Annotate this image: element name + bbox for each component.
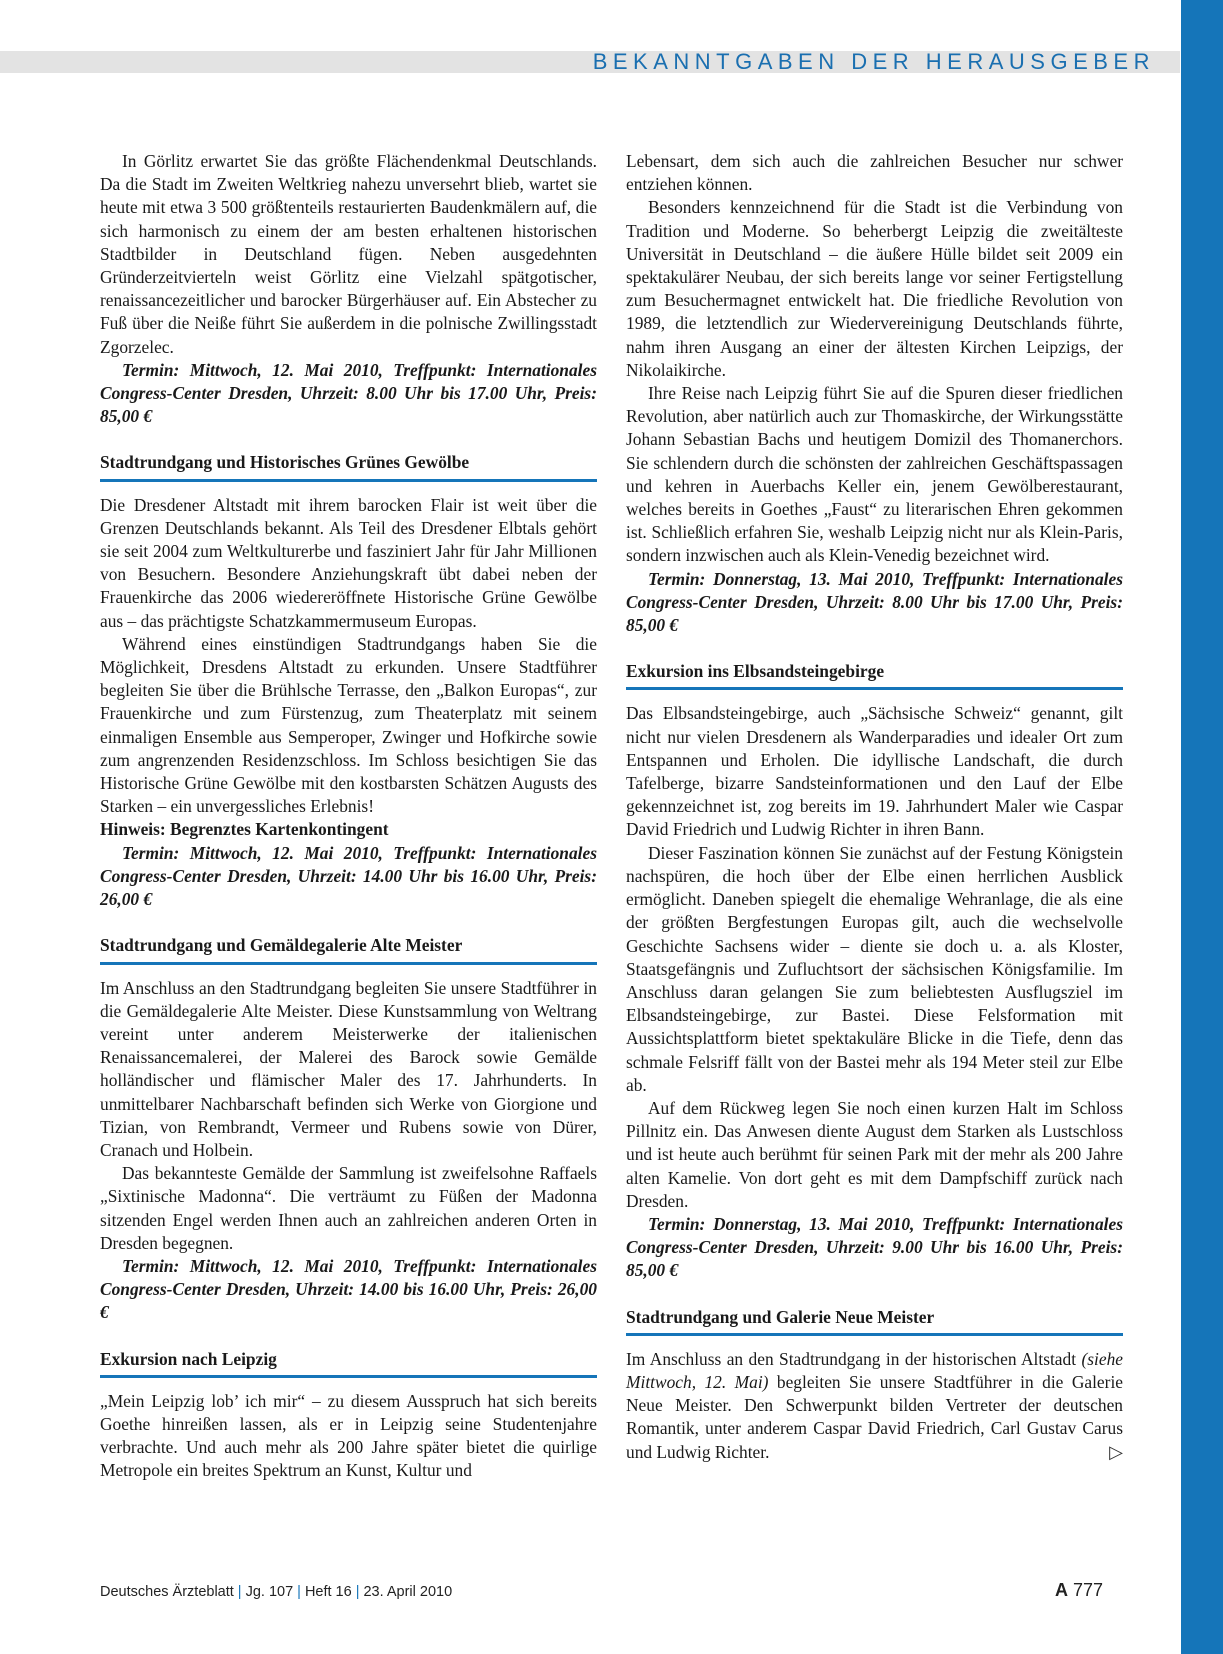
continue-arrow-icon: ▷	[1109, 1441, 1123, 1462]
alte-meister-paragraph-2: Das bekannteste Gemälde der Sammlung ist zweifelsohne Raffaels „Sixtinische Madonna“. Die verträumt zu Füßen der Madonna sitzenden Engel werden Ihnen auch an zahlreichen anderen Orten in Dresden begegnen.	[100, 1163, 597, 1253]
gruenes-gewoelbe-paragraph-2: Während eines einstündigen Stadtrundgangs haben Sie die Möglichkeit, Dresdens Altstadt zu erkunden. Unsere Stadtführer begleiten Sie über die Brühlsche Terrasse, den „Balkon Europas“, zur Frauenkirche und zum Fürstenzug, zum Theaterplatz mit seinem einmaligen Ensemble aus Semperoper, Zwinger und Hofkirche sowie zum angrenzenden Residenzschloss. Im Schloss besichtigen Sie das Historische Grüne Gewölbe mit den kostbarsten Schätzen Augusts des Starken – ein unvergessliches Erlebnis!	[100, 633, 597, 817]
goerlitz-paragraph: In Görlitz erwartet Sie das größte Flächendenkmal Deutschlands. Da die Stadt im Zweiten Weltkrieg nahezu unversehrt blieb, wartet sie heute mit etwa 3 500 größtenteils restaurierten Baudenkmälern auf, die sich harmonisch zu einem der am besten erhaltenen historischen Stadtbilder in Deutschland fügen. Neben ausgedehnten Gründerzeitvierteln weist Görlitz eine Vielzahl spätgotischer, renaissancezeitlicher und barocker Bürgerhäuser auf. Ein Abstecher zu Fuß über die Neiße führt Sie außerdem in die polnische Zwillingsstadt Zgorzelec.	[100, 151, 597, 357]
neue-meister-text-a: Im Anschluss an den Stadtrundgang in der historischen Altstadt	[626, 1348, 1082, 1369]
neue-meister-paragraph	[626, 1348, 1123, 1464]
alte-meister-termin: Termin: Mittwoch, 12. Mai 2010, Treffpunkt: Internationales Congress-Center Dresden, Uhrzeit: 14.00 bis 16.00 Uhr, Preis: 26,00 €	[100, 1255, 597, 1323]
page-number-value: 777	[1073, 1580, 1104, 1600]
footer-citation: Deutsches Ärzteblatt | Jg. 107 | Heft 16 | 23. April 2010	[100, 1584, 453, 1600]
section-heading-alte-meister: Stadtrundgang und Gemäldegalerie Alte Meister	[100, 934, 597, 964]
section-heading-neue-meister: Stadtrundgang und Galerie Neue Meister	[626, 1306, 1123, 1336]
elbsandstein-paragraph-2: Dieser Faszination können Sie zunächst auf der Festung Königstein nachspüren, die hoch über der Elbe einen herrlichen Ausblick ermöglicht. Daneben spiegelt die ehemalige Wehranlage, die als eine der größten Bergfestungen Europas gilt, auch die wechselvolle Geschichte Sachsens wider – diente sie doch u. a. als Kloster, Staatsgefängnis und Zufluchtsort der sächsischen Königsfamilie. Im Anschluss daran gelangen Sie zum beliebtesten Ausflugsziel im Elbsandsteingebirge, zur Bastei. Diese Felsformation mit Aussichtsplattform bietet spektakuläre Blicke in die Tiefe, denn das schmale Felsriff fällt von der Bastei mehr als 194 Meter steil zur Elbe ab.	[626, 842, 1123, 1095]
neue-meister-text-italic: (siehe Mittwoch, 12. Mai)	[626, 1348, 1123, 1392]
gruenes-gewoelbe-paragraph-1: Die Dresdener Altstadt mit ihrem barocken Flair ist weit über die Grenzen Deutschlands bekannt. Als Teil des Dresdener Elbtals gehört sie seit 2004 zum Weltkulturerbe und fasziniert Jahr für Jahr Millionen von Besuchern. Besondere Anziehungskraft übt dabei neben der Frauenkirche das 2006 wiedereröffnete Historische Grüne Gewölbe aus – das prächtigste Schatzkammermuseum Europas.	[100, 494, 597, 631]
left-column	[100, 150, 597, 1483]
leipzig-paragraph-3: Ihre Reise nach Leipzig führt Sie auf die Spuren dieser friedlichen Revolution, aber natürlich auch zur Thomaskirche, der Wirkungsstätte Johann Sebastian Bachs und heutigem Domizil des Thomanerchors. Sie schlendern durch die schönsten der zahlreichen Geschäftspassagen und kehren in Auerbachs Keller ein, jenem Gewölberestaurant, welches bereits in Goethes „Faust“ zu literarischen Ehren gekommen ist. Schließlich erfahren Sie, weshalb Leipzig nicht nur als Klein-Paris, sondern inzwischen auch als Klein-Venedig bezeichnet wird.	[626, 383, 1123, 566]
elbsandstein-paragraph-1: Das Elbsandsteingebirge, auch „Sächsische Schweiz“ genannt, gilt nicht nur vielen Dresdenern als Wanderparadies und idealer Ort zum Entspannen und Erholen. Die idyllische Landschaft, die durch Tafelberge, bizarre Sandsteinformationen und den Lauf der Elbe gekennzeichnet ist, zog bereits im 19. Jahrhundert Maler wie Caspar David Friedrich und Ludwig Richter in ihren Bann.	[626, 703, 1123, 840]
leipzig-paragraph-2: Besonders kennzeichnend für die Stadt ist die Verbindung von Tradition und Moderne. So beherbergt Leipzig die zweitälteste Universität in Deutschland – die äußere Hülle bildet seit 2009 ein spektakulärer Neubau, der sich bereits lange vor seiner Fertigstellung zum Besuchermagnet entwickelt hat. Die friedliche Revolution von 1989, die letztendlich zur Wiedervereinigung Deutschlands führte, nahm ihren Ausgang an einer der ältesten Kirchen Leipzigs, der Nikolaikirche.	[626, 197, 1123, 380]
gruenes-gewoelbe-termin: Termin: Mittwoch, 12. Mai 2010, Treffpunkt: Internationales Congress-Center Dresden, Uhrzeit: 14.00 Uhr bis 16.00 Uhr, Preis: 26,00 €	[100, 842, 597, 910]
alte-meister-paragraph-1: Im Anschluss an den Stadtrundgang begleiten Sie unsere Stadtführer in die Gemäldegalerie Alte Meister. Diese Kunstsammlung von Weltrang vereint unter anderem Meisterwerke der italienischen Renaissancemalerei, der Malerei des Barock sowie Gemälde holländischer und flämischer Maler des 17. Jahrhunderts. In unmittelbarer Nachbarschaft befinden sich Werke von Giorgione und Tizian, von Rembrandt, Vermeer und Rubens sowie von Dürer, Cranach und Holbein.	[100, 977, 597, 1160]
leipzig-paragraph-1-continued: Lebensart, dem sich auch die zahlreichen Besucher nur schwer entziehen können.	[626, 151, 1123, 195]
goerlitz-termin: Termin: Mittwoch, 12. Mai 2010, Treffpunkt: Internationales Congress-Center Dresden, Uhrzeit: 8.00 Uhr bis 17.00 Uhr, Preis: 85,00 €	[100, 359, 597, 427]
section-header-title: BEKANNTGABEN DER HERAUSGEBER	[592, 49, 1155, 74]
footer-issue: Heft 16	[304, 1584, 352, 1600]
section-heading-elbsandsteingebirge: Exkursion ins Elbsandsteingebirge	[626, 660, 1123, 690]
neue-meister-text-b: begleiten Sie unsere Stadtführer in die Galerie Neue Meister. Den Schwerpunkt bilden Vertreter der deutschen Romantik, unter anderem Caspar David Friedrich, Carl Gustav Carus und Ludwig Richter.	[626, 1371, 1123, 1462]
side-color-bar	[1181, 0, 1223, 1654]
footer-volume: Jg. 107	[245, 1584, 294, 1600]
page-prefix: A	[1055, 1580, 1068, 1600]
footer-date: 23. April 2010	[363, 1584, 453, 1600]
leipzig-paragraph-1: „Mein Leipzig lob’ ich mir“ – zu diesem Ausspruch hat sich bereits Goethe hinreißen lassen, als er in Leipzig seine Studentenjahre verbrachte. Und auch mehr als 200 Jahre später bietet die quirlige Metropole ein breites Spektrum an Kunst, Kultur und	[100, 1390, 597, 1481]
section-heading-leipzig: Exkursion nach Leipzig	[100, 1348, 597, 1378]
footer-journal: Deutsches Ärzteblatt	[100, 1584, 234, 1600]
leipzig-termin: Termin: Donnerstag, 13. Mai 2010, Treffpunkt: Internationales Congress-Center Dresden, Uhrzeit: 8.00 Uhr bis 17.00 Uhr, Preis: 85,00 €	[626, 568, 1123, 636]
elbsandstein-termin: Termin: Donnerstag, 13. Mai 2010, Treffpunkt: Internationales Congress-Center Dresden, Uhrzeit: 9.00 Uhr bis 16.00 Uhr, Preis: 85,00 €	[626, 1213, 1123, 1281]
elbsandstein-paragraph-3: Auf dem Rückweg legen Sie noch einen kurzen Halt im Schloss Pillnitz ein. Das Anwesen diente August dem Starken als Lustschloss und ist heute auch berühmt für seinen Park mit der mehr als 200 Jahre alten Kamelie. Von dort geht es mit dem Dampfschiff zurück nach Dresden.	[626, 1097, 1123, 1211]
gruenes-gewoelbe-hint: Hinweis: Begrenztes Kartenkontingent	[100, 819, 389, 840]
page-number	[1055, 1580, 1103, 1601]
right-column	[626, 150, 1123, 1464]
section-heading-gruenes-gewoelbe: Stadtrundgang und Historisches Grünes Gewölbe	[100, 451, 597, 481]
